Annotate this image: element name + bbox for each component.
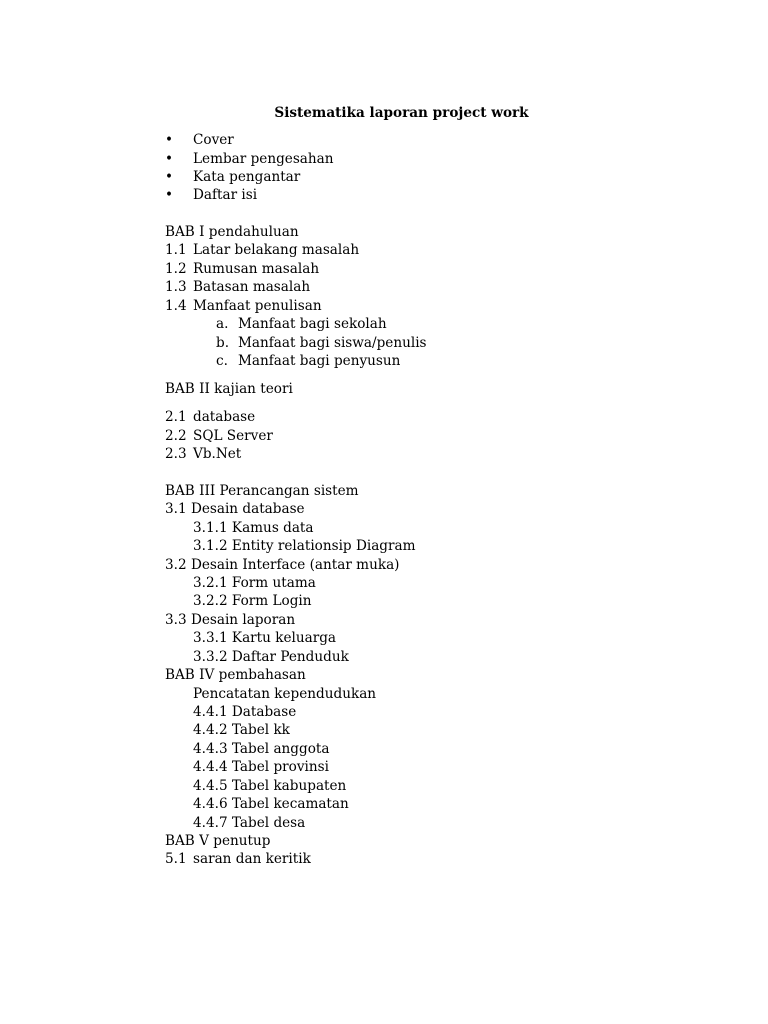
chapter-heading: BAB V penutup — [165, 833, 271, 849]
subsection-item: 3.3.1 Kartu keluarga — [193, 630, 336, 646]
outline-item — [165, 850, 311, 868]
item-text: Manfaat penulisan — [193, 298, 322, 314]
outline-item — [165, 445, 241, 463]
chapter-heading: BAB I pendahuluan — [165, 224, 299, 240]
outline-item — [165, 278, 310, 296]
outline-item — [165, 427, 273, 445]
subsection-item: 4.4.4 Tabel provinsi — [193, 759, 329, 775]
chapter-heading: BAB IV pembahasan — [165, 667, 306, 683]
bullet-icon: • — [165, 187, 174, 203]
item-number: 2.2 — [165, 428, 187, 444]
subsection-item: 3.2.2 Form Login — [193, 593, 312, 609]
item-text: Rumusan masalah — [193, 261, 320, 277]
item-marker: a. — [216, 316, 229, 332]
list-item-text: Daftar isi — [193, 187, 258, 203]
subsection-item: 4.4.1 Database — [193, 704, 297, 720]
bullet-icon: • — [165, 169, 174, 185]
item-number: 5.1 — [165, 851, 187, 867]
item-text: Manfaat bagi siswa/penulis — [238, 335, 427, 351]
subsection-item: 4.4.6 Tabel kecamatan — [193, 796, 349, 812]
subsection-item: 3.1.2 Entity relationsip Diagram — [193, 538, 416, 554]
item-number: 2.3 — [165, 446, 187, 462]
outline-item — [165, 408, 255, 426]
list-item-text: Lembar pengesahan — [193, 151, 334, 167]
section-item: 3.3 Desain laporan — [165, 612, 296, 628]
subsection-item: 4.4.7 Tabel desa — [193, 815, 306, 831]
section-item: 3.2 Desain Interface (antar muka) — [165, 557, 400, 573]
section-item: 3.1 Desain database — [165, 501, 305, 517]
document-title: Sistematika laporan project work — [274, 105, 529, 121]
list-item-text: Kata pengantar — [193, 169, 301, 185]
outline-item — [165, 241, 359, 259]
list-item-text: Cover — [193, 132, 234, 148]
chapter-heading: BAB III Perancangan sistem — [165, 483, 359, 499]
item-text: Vb.Net — [193, 446, 242, 462]
subsection-item: 3.2.1 Form utama — [193, 575, 316, 591]
item-number: 1.1 — [165, 242, 187, 258]
item-number: 1.4 — [165, 298, 187, 314]
item-number: 1.3 — [165, 279, 187, 295]
item-marker: b. — [216, 335, 230, 351]
item-text: Batasan masalah — [193, 279, 311, 295]
item-marker: c. — [216, 353, 228, 369]
item-text: saran dan keritik — [193, 851, 311, 867]
bullet-icon: • — [165, 151, 174, 167]
bullet-icon: • — [165, 132, 174, 148]
subsection-item: 4.4.5 Tabel kabupaten — [193, 778, 347, 794]
subsection-item: 3.3.2 Daftar Penduduk — [193, 649, 349, 665]
subsection-item: 4.4.3 Tabel anggota — [193, 741, 330, 757]
item-text: SQL Server — [193, 428, 273, 444]
outline-item — [165, 297, 322, 315]
subsection-item: 4.4.2 Tabel kk — [193, 722, 290, 738]
item-text: Latar belakang masalah — [193, 242, 360, 258]
outline-item — [165, 260, 319, 278]
item-text: Manfaat bagi penyusun — [238, 353, 401, 369]
chapter-heading: BAB II kajian teori — [165, 381, 293, 397]
item-number: 2.1 — [165, 409, 187, 425]
item-number: 1.2 — [165, 261, 187, 277]
section-item: Pencatatan kependudukan — [193, 686, 377, 702]
subsection-item: 3.1.1 Kamus data — [193, 520, 314, 536]
item-text: Manfaat bagi sekolah — [238, 316, 387, 332]
item-text: database — [193, 409, 256, 425]
